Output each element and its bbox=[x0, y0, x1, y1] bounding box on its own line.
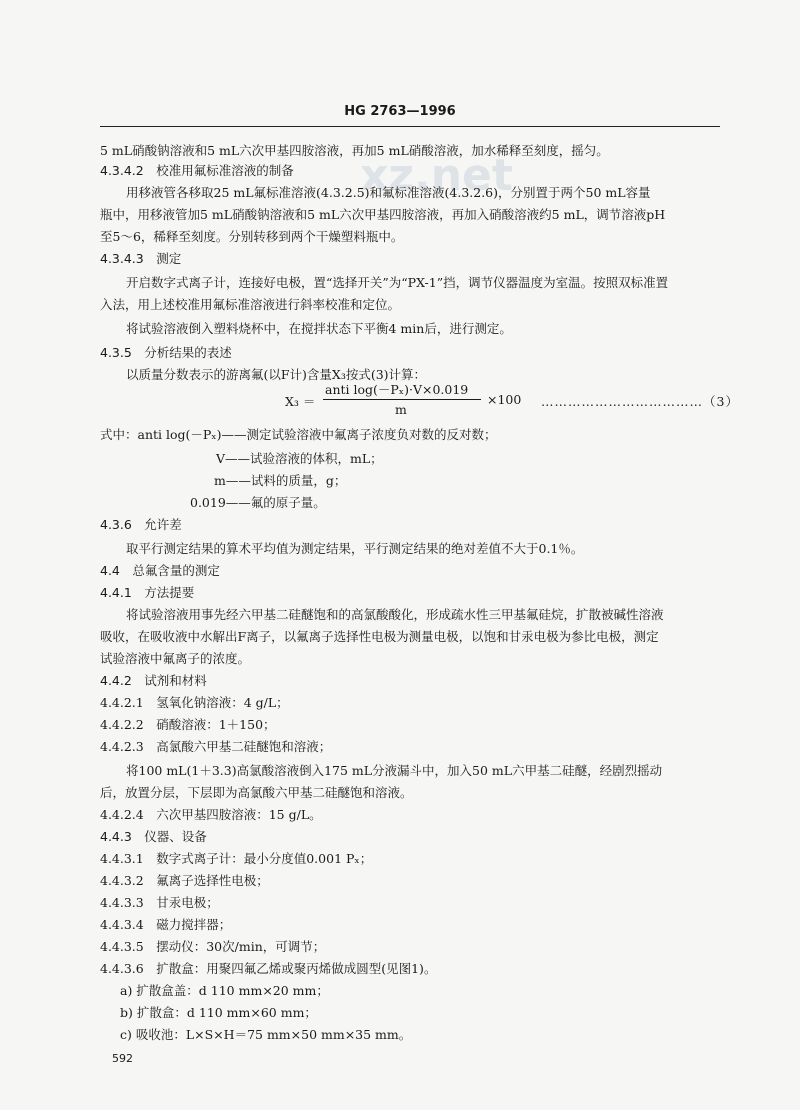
body-line: 瓶中，用移液管加5 mL硝酸钠溶液和5 mL六次甲基四胺溶液，再加入硝酸溶液约5 mL，调节溶液pH bbox=[100, 207, 666, 222]
formula-equation-tag: ………………………………（3） bbox=[541, 394, 739, 409]
body-line: 吸收，在吸收液中水解出F离子，以氟离子选择性电极为测量电极，以饱和甘汞电极为参比电极，测定 bbox=[100, 629, 659, 644]
sub-list-item: c) 吸收池：L×S×H＝75 mm×50 mm×35 mm。 bbox=[120, 1027, 412, 1042]
section-heading-4-3-5: 4.3.5 分析结果的表述 bbox=[100, 345, 232, 360]
body-line: 取平行测定结果的算术平均值为测定结果，平行测定结果的绝对差值不大于0.1％。 bbox=[126, 541, 584, 556]
section-heading-4-3-4-3: 4.3.4.3 测定 bbox=[100, 251, 182, 266]
formula-lhs: X₃ ＝ bbox=[285, 394, 316, 409]
fraction-bar bbox=[323, 399, 481, 400]
body-line: 用移液管各移取25 mL氟标准溶液(4.3.2.5)和氟标准溶液(4.3.2.6)，分别置于两个50 mL容量 bbox=[126, 185, 651, 200]
body-line: 将试验溶液用事先经六甲基二硅醚饱和的高氯酸酸化，形成疏水性三甲基氟硅烷，扩散被碱性溶液 bbox=[126, 607, 664, 622]
body-line: 入法，用上述校准用氟标准溶液进行斜率校准和定位。 bbox=[100, 297, 401, 312]
list-item: 4.4.2.2 硝酸溶液：1＋150； bbox=[100, 717, 276, 732]
sub-list-item: b) 扩散盒：d 110 mm×60 mm； bbox=[120, 1005, 317, 1020]
page-number: 592 bbox=[112, 1052, 133, 1065]
variable-definition: 式中：anti log(－Pₓ)——测定试验溶液中氟离子浓度负对数的反对数； bbox=[100, 427, 497, 442]
sub-list-item: a) 扩散盒盖：d 110 mm×20 mm； bbox=[120, 983, 329, 998]
body-line: 将试验溶液倒入塑料烧杯中，在搅拌状态下平衡4 min后，进行测定。 bbox=[126, 321, 512, 336]
section-heading-4-4: 4.4 总氟含量的测定 bbox=[100, 563, 220, 578]
body-line: 至5～6，稀释至刻度。分别转移到两个干燥塑料瓶中。 bbox=[100, 229, 404, 244]
section-heading-4-4-1: 4.4.1 方法提要 bbox=[100, 585, 195, 600]
page-header-standard-code: HG 2763—1996 bbox=[344, 104, 456, 119]
body-line: 试验溶液中氟离子的浓度。 bbox=[100, 651, 251, 666]
body-line: 后，放置分层，下层即为高氯酸六甲基二硅醚饱和溶液。 bbox=[100, 785, 413, 800]
header-rule bbox=[100, 126, 720, 127]
variable-definition: V——试验溶液的体积，mL； bbox=[216, 451, 383, 466]
section-heading-4-3-4-2: 4.3.4.2 校准用氟标准溶液的制备 bbox=[100, 163, 294, 178]
list-item: 4.4.3.6 扩散盒：用聚四氟乙烯或聚丙烯做成圆型(见图1)。 bbox=[100, 961, 437, 976]
variable-definition: m——试料的质量，g； bbox=[214, 473, 347, 488]
list-item: 4.4.3.4 磁力搅拌器； bbox=[100, 917, 232, 932]
list-item: 4.4.3.5 摆动仪：30次/min，可调节； bbox=[100, 939, 326, 954]
list-item: 4.4.2.1 氢氧化钠溶液：4 g/L； bbox=[100, 695, 289, 710]
section-heading-4-4-2: 4.4.2 试剂和材料 bbox=[100, 673, 207, 688]
formula-numerator: anti log(－Pₓ)·V×0.019 bbox=[325, 382, 469, 397]
section-heading-4-3-6: 4.3.6 允许差 bbox=[100, 517, 182, 532]
list-item: 4.4.3.3 甘汞电极； bbox=[100, 895, 219, 910]
formula-multiplier: ×100 bbox=[487, 392, 522, 407]
formula-denominator: m bbox=[395, 402, 407, 417]
variable-definition: 0.019——氟的原子量。 bbox=[190, 495, 326, 510]
body-line: 将100 mL(1＋3.3)高氯酸溶液倒入175 mL分液漏斗中，加入50 mL六甲基二硅醚，经剧烈摇动 bbox=[126, 763, 663, 778]
section-heading-4-4-3: 4.4.3 仪器、设备 bbox=[100, 829, 207, 844]
list-item: 4.4.3.1 数字式离子计：最小分度值0.001 Pₓ； bbox=[100, 851, 373, 866]
list-item: 4.4.2.3 高氯酸六甲基二硅醚饱和溶液； bbox=[100, 739, 332, 754]
body-line: 以质量分数表示的游离氟(以F计)含量X₃按式(3)计算： bbox=[126, 367, 427, 382]
body-line: 5 mL硝酸钠溶液和5 mL六次甲基四胺溶液，再加5 mL硝酸溶液，加水稀释至刻度，摇匀。 bbox=[100, 143, 609, 158]
watermark: xz.net bbox=[360, 150, 513, 201]
list-item: 4.4.2.4 六次甲基四胺溶液：15 g/L。 bbox=[100, 807, 322, 822]
body-line: 开启数字式离子计，连接好电极，置“选择开关”为“PX-1”挡，调节仪器温度为室温。按照双标准置 bbox=[126, 275, 669, 290]
list-item: 4.4.3.2 氟离子选择性电极； bbox=[100, 873, 269, 888]
